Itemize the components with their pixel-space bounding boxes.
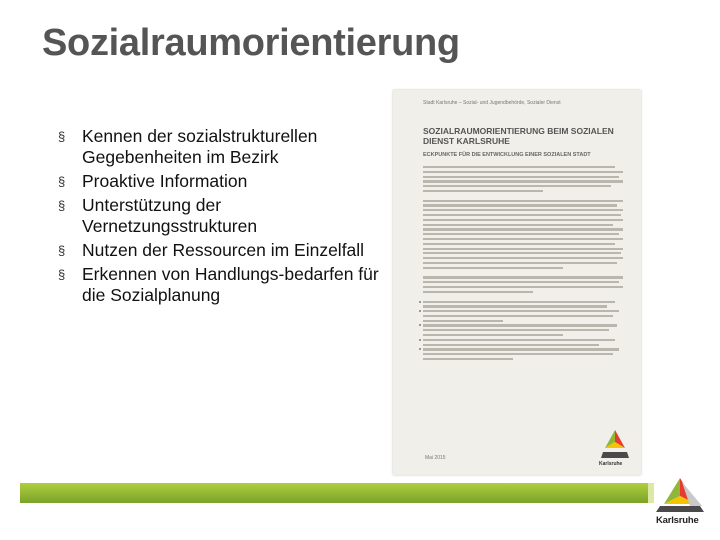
bullet-marker: § bbox=[58, 129, 66, 144]
footer-bar bbox=[20, 483, 648, 503]
bullet-text: Proaktive Information bbox=[82, 171, 248, 191]
document-preview bbox=[393, 90, 641, 475]
bullet-item bbox=[58, 264, 382, 306]
bullet-text: Nutzen der Ressourcen im Einzelfall bbox=[82, 240, 365, 260]
document-logo-text: Karlsruhe bbox=[599, 461, 623, 467]
brand-logo-text: Karlsruhe bbox=[656, 515, 699, 526]
document-body-text bbox=[423, 166, 623, 363]
slide-title: Sozialraumorientierung bbox=[42, 22, 460, 64]
bullet-item bbox=[58, 195, 382, 237]
bullet-marker: § bbox=[58, 243, 66, 258]
bullet-text: Unterstützung der Vernetzungsstrukturen bbox=[82, 195, 258, 236]
bullet-item bbox=[58, 126, 382, 168]
bullet-item bbox=[58, 171, 382, 192]
karlsruhe-logo-icon bbox=[599, 428, 631, 464]
bullet-marker: § bbox=[58, 267, 66, 282]
document-title: SOZIALRAUMORIENTIERUNG BEIM SOZIALEN DIENST KARLSRUHE bbox=[423, 126, 614, 146]
bullet-text: Kennen der sozialstrukturellen Gegebenheiten im Bezirk bbox=[82, 126, 318, 167]
bullet-item bbox=[58, 240, 382, 261]
bullet-marker: § bbox=[58, 198, 66, 213]
document-footer: Mai 2015 bbox=[425, 455, 446, 461]
bullet-text: Erkennen von Handlungs-bedarfen für die Sozialplanung bbox=[82, 264, 379, 305]
document-meta: Stadt Karlsruhe – Sozial- und Jugendbehörde, Sozialer Dienst bbox=[423, 100, 561, 106]
bullet-list bbox=[58, 126, 382, 309]
document-subtitle: ECKPUNKTE FÜR DIE ENTWICKLUNG EINER SOZIALEN STADT bbox=[423, 152, 591, 158]
bullet-marker: § bbox=[58, 174, 66, 189]
